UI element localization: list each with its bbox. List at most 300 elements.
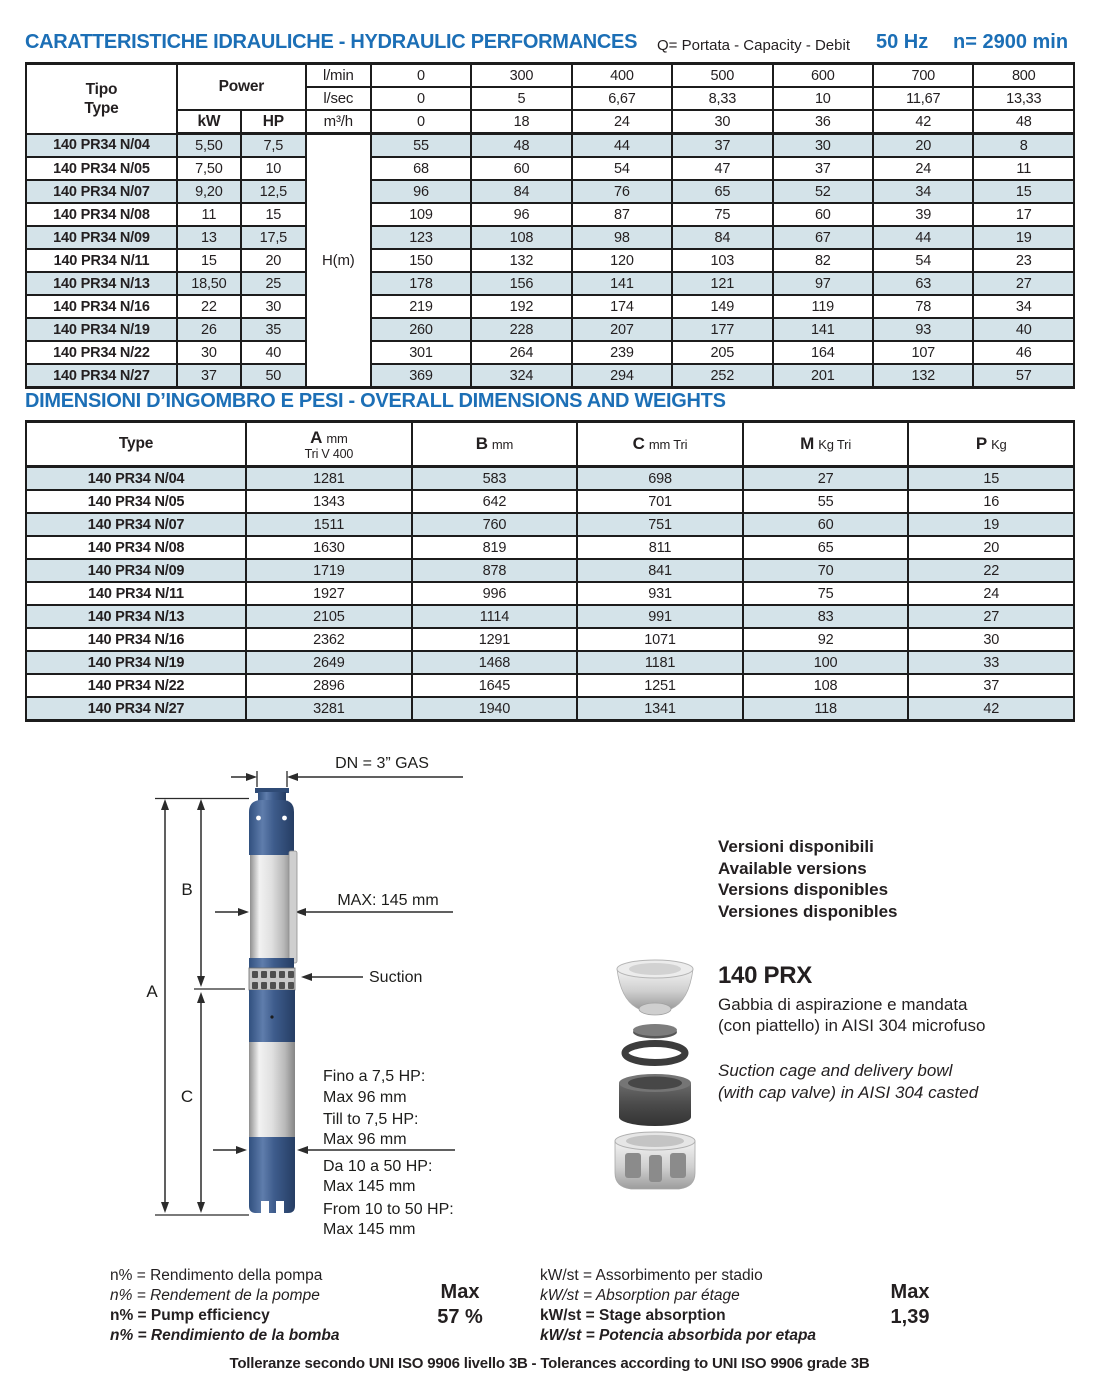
- b-letter: B: [475, 434, 488, 453]
- head-cell: 192: [471, 295, 571, 318]
- versions-line-en: Available versions: [718, 858, 867, 878]
- head-cell: 54: [572, 157, 672, 180]
- head-cell: 19: [973, 226, 1074, 249]
- dimension-lines: [165, 777, 463, 1203]
- kw-cell: 9,20: [177, 180, 241, 203]
- flow-value: 13,33: [973, 87, 1074, 110]
- efficiency-legend: [110, 1266, 340, 1346]
- p-cell: 16: [908, 490, 1074, 513]
- hydraulic-row: [26, 295, 1074, 318]
- head-cell: 37: [773, 157, 873, 180]
- flow-value: 10: [773, 87, 873, 110]
- head-cell: 149: [672, 295, 772, 318]
- pump-type-cell: 140 PR34 N/22: [26, 674, 246, 697]
- pump-type-cell: 140 PR34 N/08: [26, 536, 246, 559]
- head-cell: 141: [773, 318, 873, 341]
- legend-line: n% = Pump efficiency: [110, 1307, 270, 1324]
- pump-bottom-castellated: [249, 1137, 295, 1213]
- a-cell: 2896: [246, 674, 412, 697]
- head-cell: 27: [973, 272, 1074, 295]
- head-cell: 120: [572, 249, 672, 272]
- pump-type-cell: 140 PR34 N/09: [26, 226, 177, 249]
- dimensions-table-wrap: [25, 420, 1075, 722]
- hp-cell: 7,5: [241, 134, 306, 158]
- head-unit-cell: [306, 226, 371, 249]
- legend-line: n% = Rendement de la pompe: [110, 1287, 320, 1304]
- head-cell: 301: [371, 341, 471, 364]
- head-cell: 54: [873, 249, 973, 272]
- dimensions-row: [26, 628, 1074, 651]
- p-cell: 20: [908, 536, 1074, 559]
- head-cell: 76: [572, 180, 672, 203]
- m-cell: 118: [743, 697, 909, 721]
- head-cell: 107: [873, 341, 973, 364]
- head-cell: 119: [773, 295, 873, 318]
- legend-line: kW/st = Potencia absorbida por etapa: [540, 1327, 817, 1344]
- hp-cell: 40: [241, 341, 306, 364]
- flow-value: 30: [672, 110, 772, 134]
- head-cell: 34: [873, 180, 973, 203]
- hydraulic-row: [26, 226, 1074, 249]
- note-da-max: Max 145 mm: [323, 1178, 416, 1195]
- flow-unit-m3h: m³/h: [306, 110, 371, 134]
- pump-illustration: [249, 788, 297, 1213]
- hydraulic-row: [26, 341, 1074, 364]
- head-cell: 178: [371, 272, 471, 295]
- p-letter: P: [975, 434, 987, 453]
- prx-o-ring: [625, 1044, 685, 1063]
- a-letter: A: [310, 427, 323, 447]
- c-cell: 931: [577, 582, 743, 605]
- efficiency-max-badge: [410, 1280, 510, 1330]
- flow-value: 18: [471, 110, 571, 134]
- note-fino: Fino a 7,5 HP:: [323, 1068, 426, 1085]
- head-cell: 121: [672, 272, 772, 295]
- head-cell: 40: [973, 318, 1074, 341]
- head-cell: 47: [672, 157, 772, 180]
- flow-value: 600: [773, 64, 873, 88]
- pump-type-cell: 140 PR34 N/16: [26, 295, 177, 318]
- a-cell: 2105: [246, 605, 412, 628]
- head-cell: 96: [371, 180, 471, 203]
- dim-a-label: A: [146, 982, 158, 1001]
- flow-value: 0: [371, 64, 471, 88]
- head-cell: 141: [572, 272, 672, 295]
- m-letter: M: [800, 434, 815, 453]
- m-cell: 92: [743, 628, 909, 651]
- head-cell: 15: [973, 180, 1074, 203]
- flow-value: 48: [973, 110, 1074, 134]
- tolerance-footer: Tolleranze secondo UNI ISO 9906 livello 3B - Tolerances according to UNI ISO 9906 grade 3B: [229, 1355, 870, 1372]
- flow-value: 24: [572, 110, 672, 134]
- head-cell: 132: [471, 249, 571, 272]
- dimensions-row: [26, 490, 1074, 513]
- m-cell: 108: [743, 674, 909, 697]
- c-col-header: [577, 422, 743, 467]
- head-cell: 52: [773, 180, 873, 203]
- head-cell: 156: [471, 272, 571, 295]
- m-unit: Kg Tri: [818, 437, 852, 452]
- flow-value: 400: [572, 64, 672, 88]
- a-cell: 1343: [246, 490, 412, 513]
- p-cell: 42: [908, 697, 1074, 721]
- hp-cell: 35: [241, 318, 306, 341]
- prx-delivery-bowl: [617, 960, 693, 1015]
- head-cell: 75: [672, 203, 772, 226]
- head-cell: 93: [873, 318, 973, 341]
- note-da: Da 10 a 50 HP:: [323, 1158, 433, 1175]
- prx-desc-en-line2: (with cap valve) in AISI 304 casted: [718, 1082, 979, 1102]
- a-cell: 1281: [246, 467, 412, 491]
- c-letter: C: [632, 434, 645, 453]
- hp-cell: 20: [241, 249, 306, 272]
- b-col-header: [412, 422, 578, 467]
- pump-type-cell: 140 PR34 N/09: [26, 559, 246, 582]
- head-cell: 97: [773, 272, 873, 295]
- dimensions-row: [26, 674, 1074, 697]
- pump-type-cell: 140 PR34 N/13: [26, 272, 177, 295]
- a-unit: mm: [326, 430, 348, 446]
- cable-guard: [289, 851, 297, 963]
- head-cell: 264: [471, 341, 571, 364]
- speed-label: n= 2900 min: [953, 31, 1069, 53]
- page-title: CARATTERISTICHE IDRAULICHE - HYDRAULIC PERFORMANCES: [25, 31, 638, 53]
- flow-value: 36: [773, 110, 873, 134]
- head-unit-cell: H(m): [306, 249, 371, 272]
- dimensions-header-row: [26, 422, 1074, 467]
- hydraulic-row: [26, 272, 1074, 295]
- b-unit: mm: [491, 437, 514, 452]
- dimensions-row: [26, 697, 1074, 721]
- b-cell: 1114: [412, 605, 578, 628]
- pump-blue-band: [249, 958, 294, 968]
- pump-type-cell: 140 PR34 N/08: [26, 203, 177, 226]
- note-from: From 10 to 50 HP:: [323, 1201, 454, 1218]
- b-cell: 642: [412, 490, 578, 513]
- pump-type-cell: 140 PR34 N/04: [26, 134, 177, 158]
- p-cell: 27: [908, 605, 1074, 628]
- kw-cell: 18,50: [177, 272, 241, 295]
- m-cell: 75: [743, 582, 909, 605]
- head-cell: 34: [973, 295, 1074, 318]
- b-cell: 583: [412, 467, 578, 491]
- a-cell: 3281: [246, 697, 412, 721]
- dimensions-row: [26, 559, 1074, 582]
- pump-type-cell: 140 PR34 N/07: [26, 513, 246, 536]
- pump-type-cell: 140 PR34 N/16: [26, 628, 246, 651]
- head-cell: 63: [873, 272, 973, 295]
- efficiency-max-label: Max: [440, 1281, 480, 1303]
- hp-cell: 15: [241, 203, 306, 226]
- a-cell: 1630: [246, 536, 412, 559]
- prx-exploded-parts: [605, 955, 705, 1195]
- head-cell: 228: [471, 318, 571, 341]
- head-cell: 46: [973, 341, 1074, 364]
- dimensions-row: [26, 605, 1074, 628]
- prx-cap-disc: [633, 1024, 677, 1039]
- a-cell: 1927: [246, 582, 412, 605]
- c-cell: 1071: [577, 628, 743, 651]
- pump-type-cell: 140 PR34 N/05: [26, 490, 246, 513]
- flow-value: 8,33: [672, 87, 772, 110]
- dim-b-label: B: [181, 880, 193, 899]
- c-cell: 698: [577, 467, 743, 491]
- flow-value: 300: [471, 64, 571, 88]
- hydraulic-row: [26, 318, 1074, 341]
- legend-line: kW/st = Assorbimento per stadio: [540, 1267, 763, 1284]
- c-cell: 1341: [577, 697, 743, 721]
- motor-plug: [270, 1015, 273, 1018]
- head-cell: 68: [371, 157, 471, 180]
- kw-cell: 13: [177, 226, 241, 249]
- p-cell: 22: [908, 559, 1074, 582]
- a-cell: 1511: [246, 513, 412, 536]
- c-cell: 991: [577, 605, 743, 628]
- m-cell: 83: [743, 605, 909, 628]
- pump-type-cell: 140 PR34 N/19: [26, 651, 246, 674]
- capacity-subtitle: Q= Portata - Capacity - Debit: [657, 37, 850, 54]
- pump-type-cell: 140 PR34 N/27: [26, 697, 246, 721]
- head-unit-cell: [306, 272, 371, 295]
- head-cell: 60: [773, 203, 873, 226]
- head-cell: 174: [572, 295, 672, 318]
- hp-cell: 12,5: [241, 180, 306, 203]
- m-cell: 100: [743, 651, 909, 674]
- flow-value: 42: [873, 110, 973, 134]
- head-cell: 60: [471, 157, 571, 180]
- hydraulic-row: [26, 157, 1074, 180]
- hp-header: HP: [241, 110, 306, 134]
- prx-desc-it-line2: (con piattello) in AISI 304 microfuso: [718, 1016, 986, 1035]
- head-cell: 177: [672, 318, 772, 341]
- versions-line-it: Versioni disponibili: [718, 837, 874, 856]
- head-cell: 109: [371, 203, 471, 226]
- head-cell: 239: [572, 341, 672, 364]
- p-col-header: [908, 422, 1074, 467]
- head-unit-cell: [306, 180, 371, 203]
- dn-label: DN = 3” GAS: [335, 755, 429, 772]
- pump-type-cell: 140 PR34 N/19: [26, 318, 177, 341]
- hp-cell: 25: [241, 272, 306, 295]
- efficiency-max-value: 57 %: [437, 1306, 483, 1328]
- tipo-label: Tipo: [85, 80, 118, 98]
- cap-bolt-left: [256, 816, 261, 821]
- head-cell: 67: [773, 226, 873, 249]
- kw-cell: 5,50: [177, 134, 241, 158]
- flow-header-row: [26, 110, 1074, 134]
- m-cell: 70: [743, 559, 909, 582]
- hydraulic-row: [26, 134, 1074, 158]
- kw-header: kW: [177, 110, 241, 134]
- dimensions-row: [26, 651, 1074, 674]
- a-col-header: [246, 422, 412, 467]
- note-fino-max: Max 96 mm: [323, 1089, 407, 1106]
- head-cell: 84: [672, 226, 772, 249]
- b-cell: 760: [412, 513, 578, 536]
- flow-value: 11,67: [873, 87, 973, 110]
- hydraulic-row: [26, 203, 1074, 226]
- absorption-max-value: 1,39: [890, 1306, 930, 1328]
- pump-type-cell: 140 PR34 N/27: [26, 364, 177, 388]
- legend-line: n% = Rendimento della pompa: [110, 1267, 323, 1284]
- suction-strainer: [249, 968, 295, 990]
- dimensions-row: [26, 513, 1074, 536]
- p-cell: 19: [908, 513, 1074, 536]
- a-cell: 2649: [246, 651, 412, 674]
- b-cell: 1645: [412, 674, 578, 697]
- c-cell: 1251: [577, 674, 743, 697]
- head-cell: 123: [371, 226, 471, 249]
- head-cell: 20: [873, 134, 973, 158]
- pump-top-cap: [249, 800, 294, 855]
- absorption-max-badge: [860, 1280, 960, 1330]
- flow-value: 0: [371, 87, 471, 110]
- hydraulic-row: [26, 249, 1074, 272]
- versions-line-fr: Versions disponibles: [718, 880, 889, 899]
- p-cell: 33: [908, 651, 1074, 674]
- head-cell: 24: [873, 157, 973, 180]
- hydraulic-row: [26, 364, 1074, 388]
- head-cell: 260: [371, 318, 471, 341]
- head-cell: 96: [471, 203, 571, 226]
- c-unit: mm Tri: [648, 437, 688, 452]
- b-cell: 1468: [412, 651, 578, 674]
- pump-type-cell: 140 PR34 N/04: [26, 467, 246, 491]
- c-cell: 1181: [577, 651, 743, 674]
- flow-value: 800: [973, 64, 1074, 88]
- hp-cell: 17,5: [241, 226, 306, 249]
- a-sub: Tri V 400: [304, 446, 354, 461]
- tipo-type-header: [26, 64, 177, 134]
- m-cell: 27: [743, 467, 909, 491]
- head-unit-cell: [306, 203, 371, 226]
- p-cell: 15: [908, 467, 1074, 491]
- head-unit-cell: [306, 134, 371, 158]
- pump-type-cell: 140 PR34 N/07: [26, 180, 177, 203]
- cap-bolt-right: [282, 816, 287, 821]
- absorption-max-label: Max: [890, 1281, 930, 1303]
- head-cell: 44: [873, 226, 973, 249]
- head-cell: 207: [572, 318, 672, 341]
- dimensions-title: DIMENSIONI D’INGOMBRO E PESI - OVERALL DIMENSIONS AND WEIGHTS: [25, 390, 726, 412]
- head-cell: 201: [773, 364, 873, 388]
- pump-neck: [258, 792, 286, 801]
- hydraulic-table: [25, 62, 1075, 389]
- pump-type-cell: 140 PR34 N/11: [26, 249, 177, 272]
- m-cell: 60: [743, 513, 909, 536]
- head-cell: 150: [371, 249, 471, 272]
- m-cell: 65: [743, 536, 909, 559]
- head-unit-cell: [306, 318, 371, 341]
- frequency-label: 50 Hz: [876, 31, 929, 53]
- dimensions-row: [26, 536, 1074, 559]
- type-col-header: Type: [26, 422, 246, 467]
- head-unit-cell: [306, 364, 371, 388]
- hydraulic-row: [26, 180, 1074, 203]
- flow-value: 0: [371, 110, 471, 134]
- p-cell: 24: [908, 582, 1074, 605]
- flow-value: 5: [471, 87, 571, 110]
- kw-cell: 26: [177, 318, 241, 341]
- head-cell: 369: [371, 364, 471, 388]
- head-cell: 98: [572, 226, 672, 249]
- head-cell: 55: [371, 134, 471, 158]
- head-cell: 87: [572, 203, 672, 226]
- hydraulic-table-wrap: [25, 62, 1075, 389]
- head-cell: 44: [572, 134, 672, 158]
- head-cell: 65: [672, 180, 772, 203]
- prx-suction-cage: [615, 1132, 695, 1189]
- pump-type-cell: 140 PR34 N/05: [26, 157, 177, 180]
- head-cell: 17: [973, 203, 1074, 226]
- kw-cell: 15: [177, 249, 241, 272]
- versions-line-es: Versiones disponibles: [718, 901, 898, 921]
- head-cell: 23: [973, 249, 1074, 272]
- c-cell: 811: [577, 536, 743, 559]
- head-cell: 82: [773, 249, 873, 272]
- absorption-legend: [540, 1266, 816, 1346]
- head-cell: 132: [873, 364, 973, 388]
- dimensions-row: [26, 467, 1074, 491]
- max-width-label: MAX: 145 mm: [337, 892, 439, 909]
- hp-cell: 50: [241, 364, 306, 388]
- kw-cell: 11: [177, 203, 241, 226]
- p-cell: 30: [908, 628, 1074, 651]
- head-cell: 205: [672, 341, 772, 364]
- legend-line: kW/st = Absorption par étage: [540, 1287, 740, 1304]
- m-cell: 55: [743, 490, 909, 513]
- hp-cell: 10: [241, 157, 306, 180]
- power-header: Power: [177, 64, 306, 111]
- legend-line: kW/st = Stage absorption: [540, 1307, 726, 1324]
- m-col-header: [743, 422, 909, 467]
- head-cell: 78: [873, 295, 973, 318]
- note-till: Till to 7,5 HP:: [323, 1111, 419, 1128]
- prx-description-it: [718, 994, 985, 1036]
- head-cell: 48: [471, 134, 571, 158]
- pump-dimension-diagram: [95, 745, 475, 1265]
- p-unit: Kg: [991, 437, 1007, 452]
- legend-line: n% = Rendimiento de la bomba: [110, 1327, 340, 1344]
- flow-value: 700: [873, 64, 973, 88]
- head-cell: 108: [471, 226, 571, 249]
- c-cell: 701: [577, 490, 743, 513]
- a-cell: 1719: [246, 559, 412, 582]
- b-cell: 878: [412, 559, 578, 582]
- head-unit-cell: [306, 157, 371, 180]
- dimensions-row: [26, 582, 1074, 605]
- b-cell: 1940: [412, 697, 578, 721]
- kw-cell: 37: [177, 364, 241, 388]
- hp-cell: 30: [241, 295, 306, 318]
- head-cell: 57: [973, 364, 1074, 388]
- kw-cell: 30: [177, 341, 241, 364]
- flow-value: 500: [672, 64, 772, 88]
- b-cell: 819: [412, 536, 578, 559]
- b-cell: 996: [412, 582, 578, 605]
- flow-value: 6,67: [572, 87, 672, 110]
- head-cell: 103: [672, 249, 772, 272]
- dimensions-table: [25, 420, 1075, 722]
- b-cell: 1291: [412, 628, 578, 651]
- head-cell: 164: [773, 341, 873, 364]
- head-cell: 8: [973, 134, 1074, 158]
- pump-type-cell: 140 PR34 N/11: [26, 582, 246, 605]
- head-cell: 84: [471, 180, 571, 203]
- head-unit-cell: [306, 295, 371, 318]
- prx-valve-cylinder: [619, 1074, 691, 1126]
- p-cell: 37: [908, 674, 1074, 697]
